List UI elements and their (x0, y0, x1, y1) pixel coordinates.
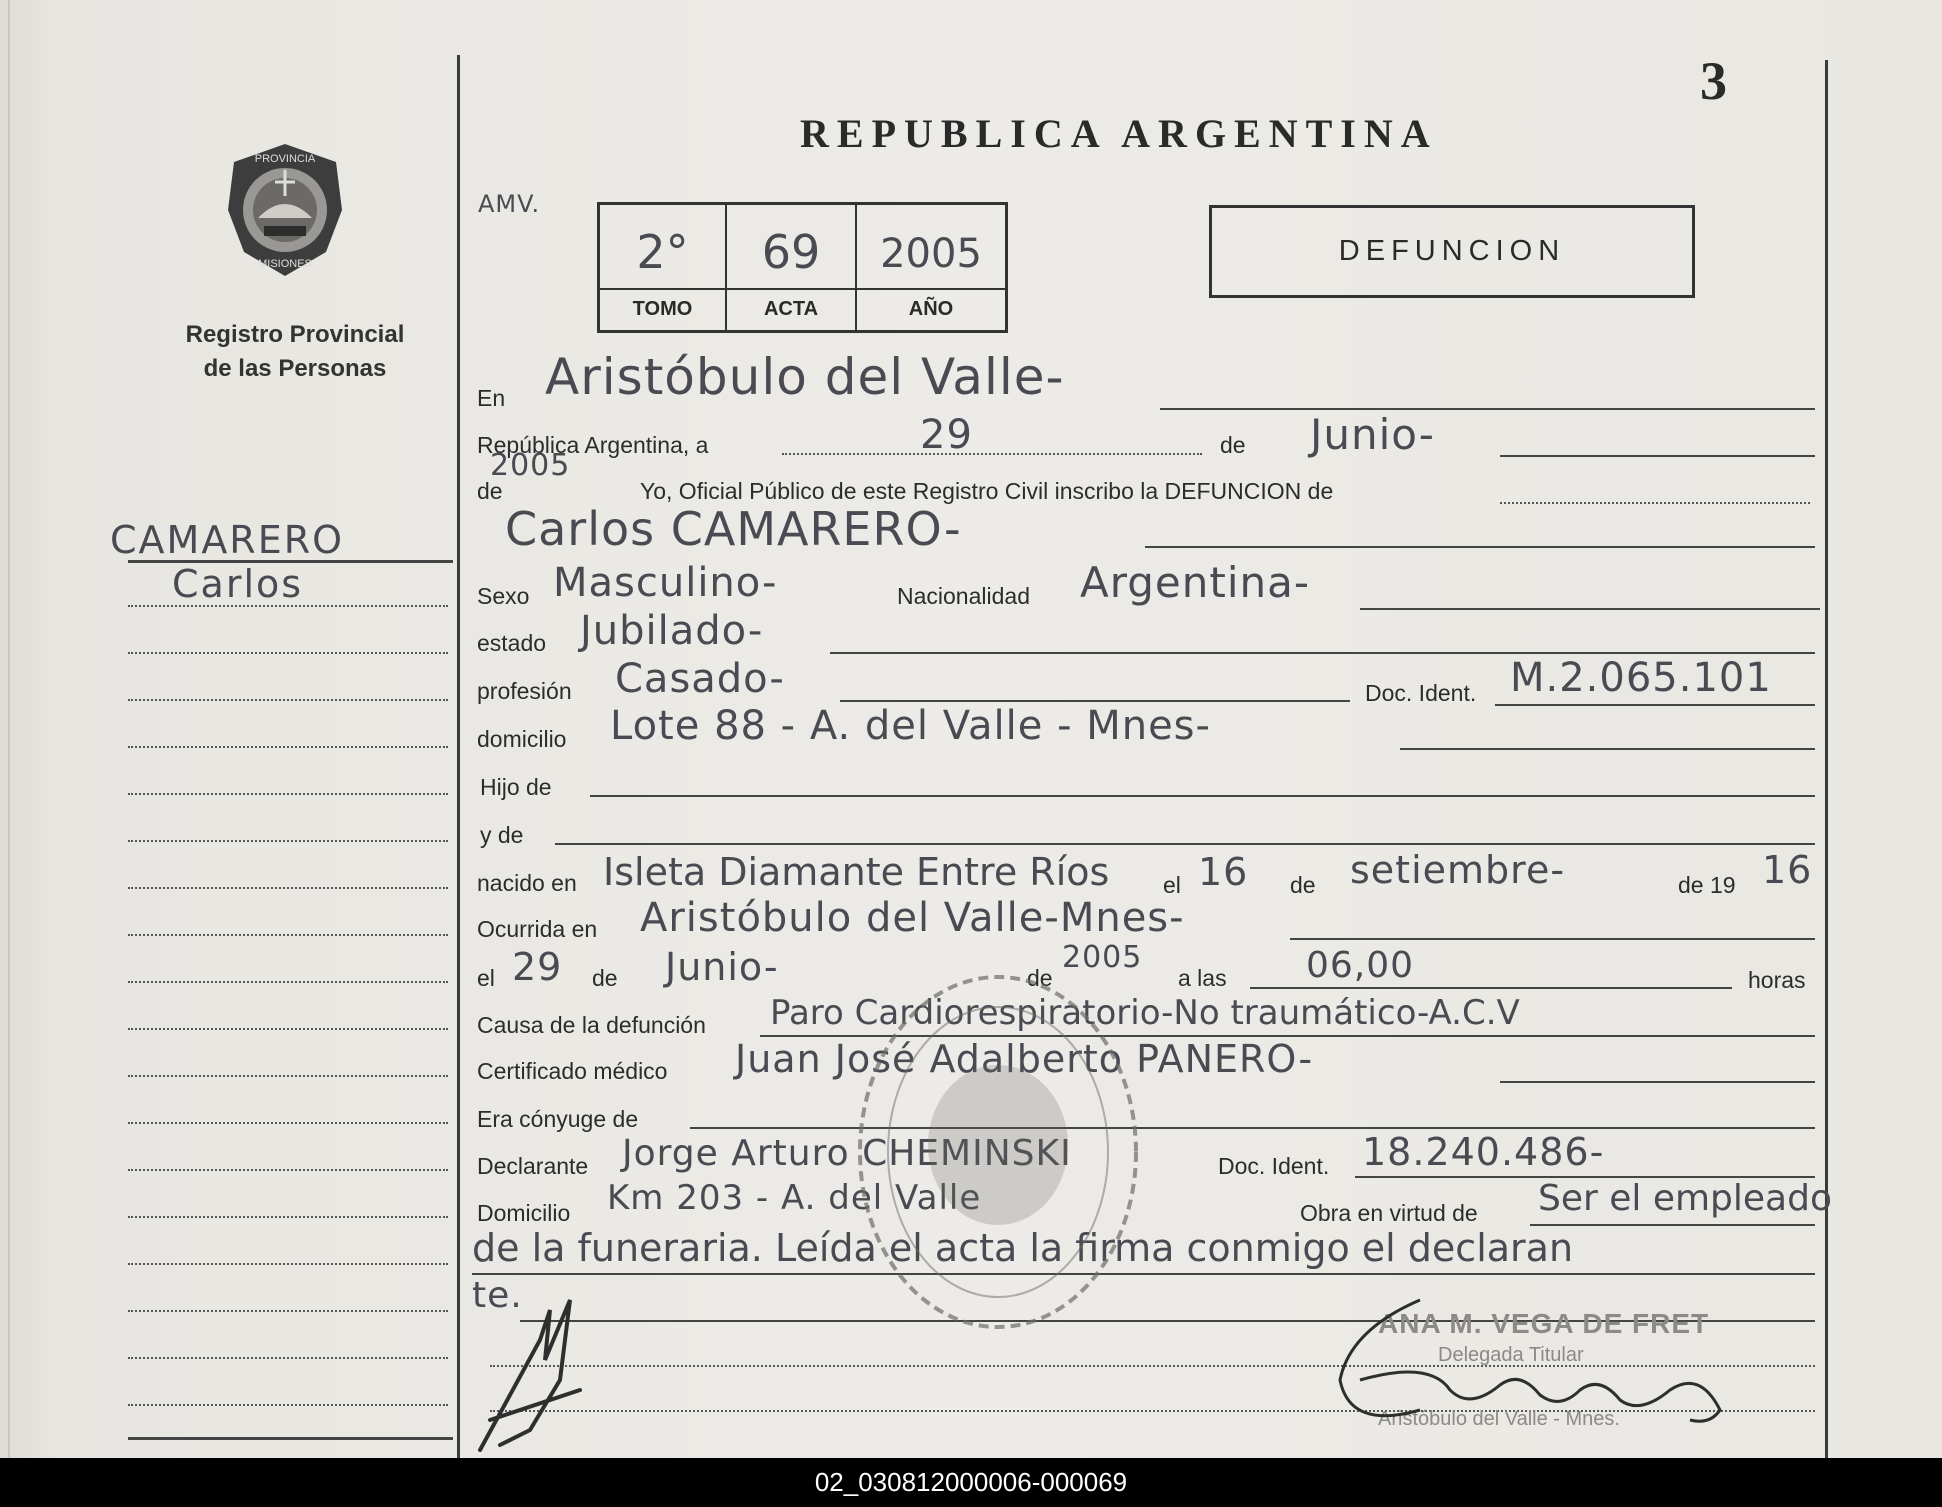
label-profesion: profesión (477, 678, 572, 704)
registry-name-line2: de las Personas (203, 355, 387, 382)
tomo-value: 2° (636, 225, 689, 279)
value-nacido-en: Isleta Diamante Entre Ríos (603, 850, 1110, 894)
label-hijo-de: Hijo de (480, 774, 552, 800)
value-profesion: Casado- (615, 656, 785, 702)
label-doc-ident2: Doc. Ident. (1218, 1153, 1330, 1179)
value-ocurrida-en: Aristóbulo del Valle-Mnes- (640, 895, 1185, 941)
label-obra: Obra en virtud de (1300, 1200, 1478, 1226)
page-number: 3 (1700, 51, 1727, 111)
value-obra-cont2: te. (472, 1275, 523, 1316)
value-ocurrida-mes: Junio- (665, 945, 779, 989)
label-yo: Yo, Oficial Público de este Registro Civil inscribo la DEFUNCION de (640, 478, 1334, 504)
value-mes: Junio- (1310, 410, 1435, 459)
label-causa: Causa de la defunción (477, 1012, 706, 1038)
value-hora: 06,00 (1306, 945, 1415, 986)
svg-text:PROVINCIA: PROVINCIA (254, 153, 316, 165)
record-box (597, 202, 1008, 333)
label-de4: de (1027, 965, 1053, 991)
official-signature-icon (1330, 1290, 1750, 1440)
column-rule-right (1825, 60, 1828, 1458)
value-declarante-domicilio: Km 203 - A. del Valle (607, 1178, 982, 1218)
oval-stamp-icon (848, 965, 1148, 1340)
value-ocurrida-anio: 2005 (1062, 940, 1143, 975)
province-seal-icon (218, 140, 352, 280)
label-domicilio2: Domicilio (477, 1200, 571, 1226)
label-en: En (477, 385, 506, 411)
official-name: ANA M. VEGA DE FRET (1378, 1308, 1710, 1339)
value-dia: 29 (920, 412, 973, 458)
acta-label: ACTA (763, 298, 819, 320)
label-certificado: Certificado médico (477, 1058, 668, 1084)
value-anio: 2005 (490, 448, 571, 483)
value-estado: Jubilado- (580, 608, 764, 654)
label-horas: horas (1748, 967, 1806, 993)
value-nacido-anio: 16 (1762, 848, 1813, 892)
label-sexo: Sexo (477, 583, 530, 609)
margin-code: AMV. (478, 190, 541, 218)
ano-value: 2005 (880, 231, 982, 277)
registry-name-line1: Registro Provincial (185, 321, 405, 348)
acta-value: 69 (761, 225, 821, 279)
value-localidad: Aristóbulo del Valle- (545, 348, 1065, 406)
value-obra-cont: de la funeraria. Leída el acta la firma conmigo el declaran (472, 1226, 1574, 1270)
label-ocurrida-en: Ocurrida en (477, 916, 598, 942)
value-declarante: Jorge Arturo CHEMINSKI (622, 1133, 1072, 1174)
value-sexo: Masculino- (553, 560, 778, 606)
label-el2: el (477, 965, 495, 991)
value-ocurrida-dia: 29 (512, 945, 563, 989)
label-estado: estado (477, 630, 547, 656)
column-rule-left (457, 55, 460, 1458)
value-nacido-mes: setiembre- (1350, 848, 1566, 892)
label-nacionalidad: Nacionalidad (897, 583, 1030, 609)
margin-surname: CAMARERO (110, 518, 345, 562)
value-declarante-doc: 18.240.486- (1362, 1130, 1605, 1174)
page-title: REPUBLICA ARGENTINA (800, 111, 1438, 156)
ano-label: AÑO (908, 298, 954, 320)
document-type-box: DEFUNCION (1209, 205, 1695, 298)
page-edge (8, 0, 10, 1458)
value-certificado: Juan José Adalberto PANERO- (735, 1037, 1314, 1081)
registry-name (170, 318, 420, 386)
label-declarante: Declarante (477, 1153, 589, 1179)
image-id-footer: 02_030812000006-000069 (0, 1458, 1942, 1507)
margin-given-name: Carlos (172, 562, 304, 606)
label-nacido-en: nacido en (477, 870, 577, 896)
value-domicilio: Lote 88 - A. del Valle - Mnes- (610, 703, 1211, 749)
value-obra: Ser el empleado (1538, 1178, 1832, 1219)
value-doc-ident: M.2.065.101 (1510, 655, 1772, 701)
official-role: Delegada Titular (1438, 1344, 1584, 1366)
label-de2: de (477, 478, 503, 504)
label-a-las: a las (1178, 965, 1227, 991)
declarant-signature-icon (470, 1270, 610, 1455)
label-el: el (1163, 872, 1181, 898)
label-de-19: de 19 (1678, 872, 1736, 898)
value-nacionalidad: Argentina- (1080, 558, 1311, 607)
svg-text:MISIONES: MISIONES (258, 258, 312, 270)
official-place: Aristóbulo del Valle - Mnes. (1378, 1408, 1620, 1430)
label-domicilio: domicilio (477, 726, 567, 752)
value-causa: Paro Cardiorespiratorio-No traumático-A.C.V (770, 993, 1520, 1033)
label-de-mes: de (1290, 872, 1316, 898)
label-republica: República Argentina, a (477, 432, 709, 458)
value-nombre: Carlos CAMARERO- (505, 502, 962, 556)
tomo-label: TOMO (632, 298, 693, 320)
label-de: de (1220, 432, 1246, 458)
label-de3: de (592, 965, 618, 991)
value-nacido-dia: 16 (1198, 850, 1249, 894)
label-y-de: y de (480, 822, 524, 848)
label-doc-ident: Doc. Ident. (1365, 680, 1477, 706)
label-conyuge: Era cónyuge de (477, 1106, 639, 1132)
